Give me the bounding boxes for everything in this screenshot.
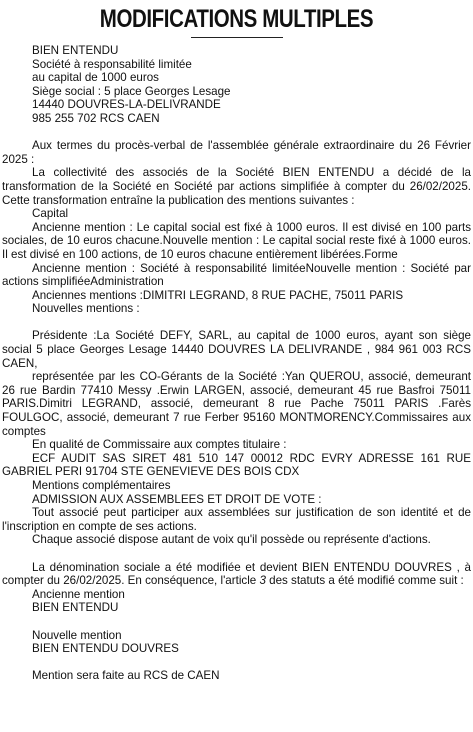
company-name: BIEN ENTENDU [32,44,119,57]
paragraph-capital: Ancienne mention : Le capital social est fixé à 1000 euros. Il est divisé en 100 parts sociales, de 10 euros chacune.Nouvelle mention : Le capital social reste fixé à 1000 euros. Il est divisé en 100 actions, de 10 euros chacune entièrement libérées.Forme [2,220,471,261]
paragraph-pv: Aux termes du procès-verbal de l'assemblée générale extraordinaire du 26 Février 2025 : [2,139,471,166]
paragraph-rcs: Mention sera faite au RCS de CAEN [32,669,220,683]
paragraph-nouvelles-mentions: Nouvelles mentions : [32,302,140,316]
company-address: Siège social : 5 place Georges Lesage [32,84,231,98]
paragraph-cogerants: représentée par les CO-Gérants de la Société :Yan QUEROU, associé, demeurant 26 rue Bardin 77410 Messy .Erwin LARGEN, associé, demeurant 45 rue Basfroi 75011 PARIS.Dimitri LEGRAND, associé, demeurant 8 rue Pache 75011 PARIS .Farès FOULGOC, associé, demeurant 7 rue Ferber 95160 MONTMORENCY.Commissaires aux comptes [2,370,471,438]
notice-body [2,44,471,683]
denomination-text-b: des statuts a été modifié comme suit : [265,574,464,588]
paragraph-cac-heading: En qualité de Commissaire aux comptes titulaire : [32,438,287,452]
paragraph-transformation: La collectivité des associés de la Société BIEN ENTENDU a décidé de la transformation de la Société en Société par actions simplifiée à compter du 26/02/2025. Cette transformation entraîne la publication des mentions suivantes : [2,166,471,207]
paragraph-chaque-associe: Chaque associé dispose autant de voix qu'il possède ou représente d'actions. [32,533,431,547]
spacer [2,126,471,140]
ancienne-mention-value: BIEN ENTENDU [32,601,119,615]
paragraph-capital-heading: Capital [32,207,69,221]
paragraph-presidente: Présidente :La Société DEFY, SARL, au capital de 1000 euros, ayant son siège social 5 place Georges Lesage 14440 DOUVRES LA DELIVRANDE , 984 961 003 RCS CAEN, [2,329,471,370]
paragraph-cac: ECF AUDIT SAS SIRET 481 510 147 00012 RDC EVRY ADRESSE 161 RUE GABRIEL PERI 91704 STE GENEVIEVE DES BOIS CDX [2,451,471,479]
article-number: 3 [259,574,266,588]
paragraph-tout-associe: Tout associé peut participer aux assemblées sur justification de son identité et de l'inscription en compte de ses actions. [2,506,471,533]
spacer [2,615,471,629]
notice-title: MODIFICATIONS MULTIPLES [99,5,374,33]
company-form: Société à responsabilité limitée [32,57,192,71]
paragraph-denomination [2,561,471,588]
title-underline [191,37,283,38]
company-capital: au capital de 1000 euros [32,71,159,85]
company-block [2,44,471,126]
spacer [2,316,471,330]
ancienne-mention-label: Ancienne mention [32,587,125,601]
company-rcs: 985 255 702 RCS CAEN [32,111,160,125]
denomination-text-a: La dénomination sociale a été modifiée et devient BIEN ENTENDU DOUVRES , à compter du 26/02/2025. En conséquence, l'article [2,560,471,588]
spacer [2,656,471,670]
company-city: 14440 DOUVRES-LA-DELIVRANDE [32,98,221,112]
paragraph-admission: ADMISSION AUX ASSEMBLEES ET DROIT DE VOTE : [32,492,322,506]
paragraph-mentions-complementaires: Mentions complémentaires [32,479,171,492]
nouvelle-mention-value: BIEN ENTENDU DOUVRES [32,642,179,656]
spacer [2,547,471,561]
paragraph-forme: Ancienne mention : Société à responsabilité limitéeNouvelle mention : Société par actions simplifiéeAdministration [2,261,471,289]
nouvelle-mention-label: Nouvelle mention [32,628,122,642]
paragraph-anciennes-mentions: Anciennes mentions :DIMITRI LEGRAND, 8 RUE PACHE, 75011 PARIS [32,288,404,302]
